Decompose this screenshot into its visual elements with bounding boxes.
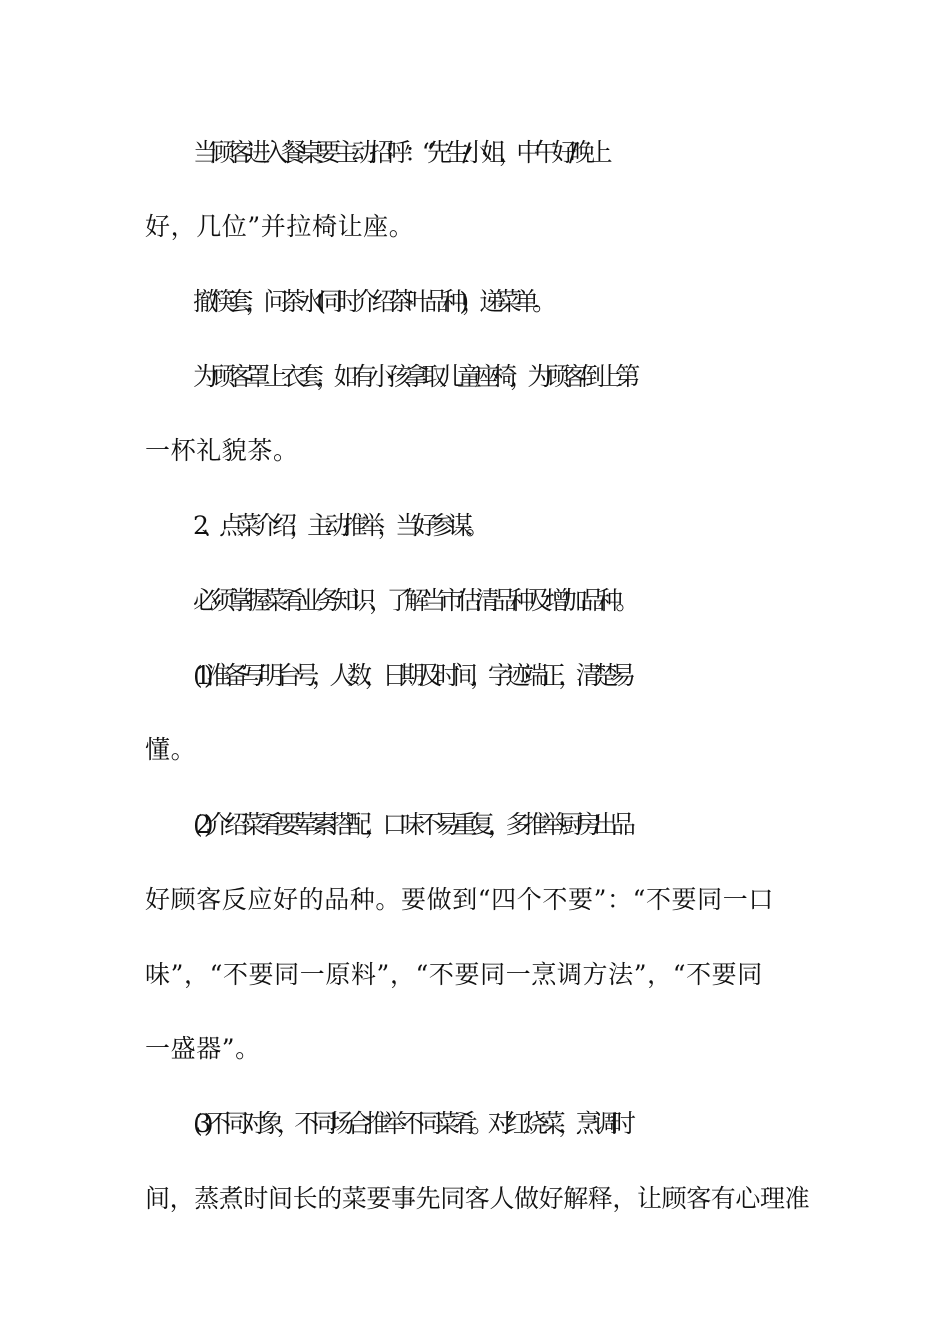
paragraph-item-2-line-2: 好顾客反应好的品种。要做到“四个不要”：“不要同一口 [145, 885, 774, 914]
paragraph-item-3-line-1: (3)不同对象，不同场合推举不同菜肴。对红烧菜，烹调时 [193, 1109, 629, 1138]
paragraph-greeting-line-2: 好，几位”并拉椅让座。 [145, 212, 415, 241]
paragraph-item-3-line-2: 间，蒸煮时间长的菜要事先同客人做好解释，让顾客有心理准 [145, 1184, 810, 1213]
paragraph-coat-line-2: 一杯礼貌茶。 [145, 436, 299, 465]
paragraph-item-2-line-1: (2)介绍菜肴要荤素搭配，口味不易重复，多推举厨房出品 [193, 810, 629, 839]
paragraph-greeting-line-1: 当顾客进入餐桌要主动招呼：“先生/小姐，中午好/晚上 [193, 138, 606, 167]
paragraph-coat-line-1: 为顾客罩上衣套，如有小孩拿取儿童座椅，为顾客倒上第 [193, 362, 634, 391]
section-heading-ordering: 2、点菜介绍，主动推举，当好参谋。 [193, 511, 484, 540]
paragraph-item-2-line-3: 味”，“不要同一原料”，“不要同一烹调方法”，“不要同 [145, 960, 763, 989]
paragraph-item-1-line-2: 懂。 [145, 735, 197, 764]
paragraph-menu: 撤筷套，问茶水(同时介绍茶叶品种)，递菜单。 [193, 287, 550, 316]
paragraph-item-2-line-4: 一盛器”。 [145, 1034, 261, 1063]
paragraph-knowledge: 必须掌握菜肴业务知识，了解当市估清品种及增加品种。 [193, 586, 634, 615]
paragraph-item-1-line-1: (1)准备写明台号，人数，日期及时间，字迹端正，清楚易 [193, 661, 629, 690]
